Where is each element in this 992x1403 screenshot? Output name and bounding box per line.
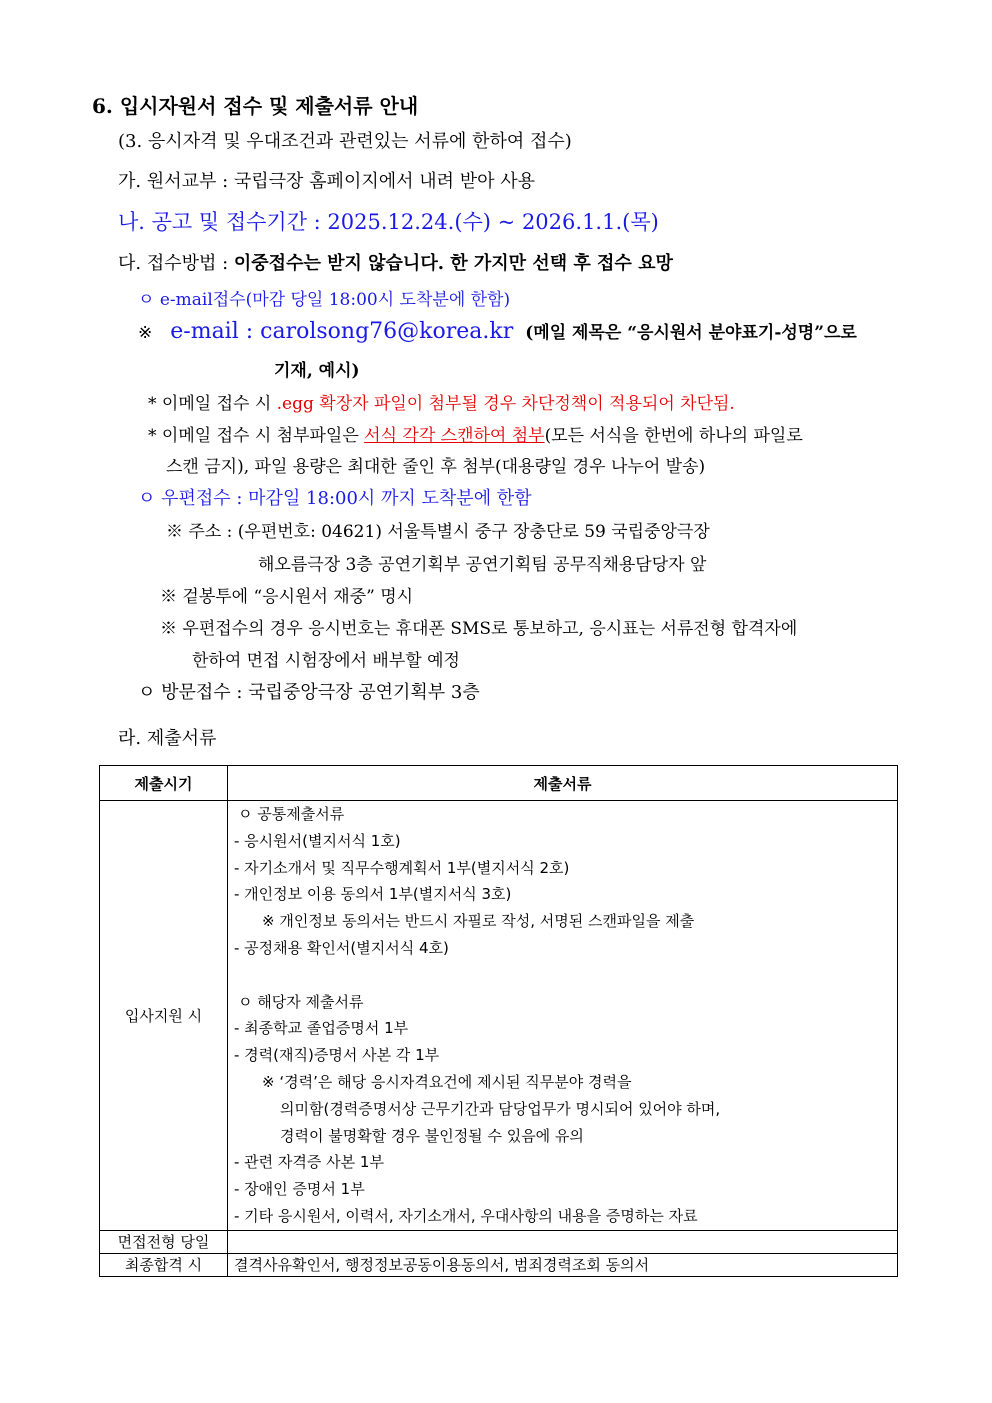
visit-submission: ㅇ 방문접수 : 국립중앙극장 공연기획부 3층 — [138, 682, 480, 703]
doc-line: - 개인정보 이용 동의서 1부(별지서식 3호) — [234, 885, 512, 904]
submission-method-notice: 이중접수는 받지 않습니다. 한 가지만 선택 후 접수 요망 — [233, 253, 673, 274]
table-header-row — [100, 766, 898, 801]
email-subject-rule: (메일 제목은 “응시원서 분야표기-성명”으로 — [525, 323, 857, 343]
scan-instruction — [148, 421, 803, 446]
row2-docs — [228, 1230, 898, 1253]
header-docs: 제출서류 — [228, 766, 898, 801]
reference-mark: ※ — [138, 323, 153, 343]
section-title: 6. 입시자원서 접수 및 제출서류 안내 — [92, 94, 419, 118]
scan-instruction-highlight: 서식 각각 스캔하여 첨부 — [364, 426, 545, 446]
doc-line: ※ 개인정보 동의서는 반드시 자필로 작성, 서명된 스캔파일을 제출 — [262, 912, 695, 931]
doc-line: - 응시원서(별지서식 1호) — [234, 831, 401, 850]
email-address[interactable]: e-mail : carolsong76@korea.kr — [170, 319, 514, 344]
doc-line: - 관련 자격증 사본 1부 — [234, 1153, 384, 1172]
doc-line: ㅇ 공통제출서류 — [238, 805, 345, 823]
scan-instruction-prefix: * 이메일 접수 시 첨부파일은 — [148, 426, 365, 446]
header-time: 제출시기 — [100, 766, 228, 801]
doc-line: - 공정채용 확인서(별지서식 4호) — [234, 938, 449, 957]
application-period: 나. 공고 및 접수기간 : 2025.12.24.(수) ~ 2026.1.1.(목) — [118, 210, 659, 234]
row2-time: 면접전형 당일 — [100, 1230, 228, 1253]
row3-time: 최종합격 시 — [100, 1253, 228, 1276]
email-subject-rule-cont: 기재, 예시) — [274, 361, 360, 381]
application-distribution: 가. 원서교부 : 국립극장 홈페이지에서 내려 받아 사용 — [118, 171, 535, 192]
doc-line: - 경력(재직)증명서 사본 각 1부 — [234, 1046, 440, 1065]
documents-table — [99, 765, 898, 1277]
post-address-cont: 해오름극장 3층 공연기획부 공연기획팀 공무직채용담당자 앞 — [258, 555, 707, 575]
table-row — [100, 801, 898, 1231]
table-row — [100, 1253, 898, 1276]
doc-line: 의미함(경력증명서상 근무기간과 담당업무가 명시되어 있어야 하며, — [280, 1099, 721, 1118]
doc-line: - 자기소개서 및 직무수행계획서 1부(별지서식 2호) — [234, 858, 570, 877]
submission-note: (3. 응시자격 및 우대조건과 관련있는 서류에 한하여 접수) — [118, 131, 572, 152]
doc-line: ※ ‘경력’은 해당 응시자격요건에 제시된 직무분야 경력을 — [262, 1072, 632, 1091]
egg-warning-text: .egg 확장자 파일이 첨부될 경우 차단정책이 적용되어 차단됨. — [276, 394, 735, 414]
scan-instruction-suffix: (모든 서식을 한번에 하나의 파일로 — [544, 426, 803, 446]
scan-instruction-cont: 스캔 금지), 파일 용량은 최대한 줄인 후 첨부(대용량일 경우 나누어 발송) — [166, 457, 706, 477]
row1-docs — [228, 801, 898, 1231]
sms-note: ※ 우편접수의 경우 응시번호는 휴대폰 SMS로 통보하고, 응시표는 서류전형 합격자에 — [160, 619, 798, 639]
egg-warning-prefix: * 이메일 접수 시 — [148, 394, 277, 414]
doc-line: 경력이 불명확할 경우 불인정될 수 있음에 유의 — [280, 1126, 584, 1145]
submission-method-label: 다. 접수방법 : — [118, 253, 234, 274]
egg-warning — [148, 389, 735, 414]
envelope-note: ※ 겉봉투에 “응시원서 재중” 명시 — [160, 587, 414, 607]
sms-note-cont: 한하여 면접 시험장에서 배부할 예정 — [192, 651, 460, 671]
submission-method — [118, 249, 673, 275]
doc-line — [234, 962, 891, 989]
doc-line: ㅇ 해당자 제출서류 — [238, 992, 364, 1011]
email-line — [138, 318, 857, 344]
post-address: ※ 주소 : (우편번호: 04621) 서울특별시 중구 장충단로 59 국립중앙극장 — [166, 522, 710, 542]
documents-heading: 라. 제출서류 — [118, 728, 217, 749]
post-submission-heading: ㅇ 우편접수 : 마감일 18:00시 까지 도착분에 한함 — [138, 488, 532, 509]
doc-line: - 장애인 증명서 1부 — [234, 1180, 365, 1199]
email-submission-heading: ㅇ e-mail접수(마감 당일 18:00시 도착분에 한함) — [138, 290, 511, 310]
table-row — [100, 1230, 898, 1253]
doc-line: - 기타 응시원서, 이력서, 자기소개서, 우대사항의 내용을 증명하는 자료 — [234, 1206, 698, 1225]
doc-line: - 최종학교 졸업증명서 1부 — [234, 1019, 409, 1038]
row1-time: 입사지원 시 — [100, 801, 228, 1231]
row3-docs: 결격사유확인서, 행정정보공동이용동의서, 범죄경력조회 동의서 — [228, 1253, 898, 1276]
